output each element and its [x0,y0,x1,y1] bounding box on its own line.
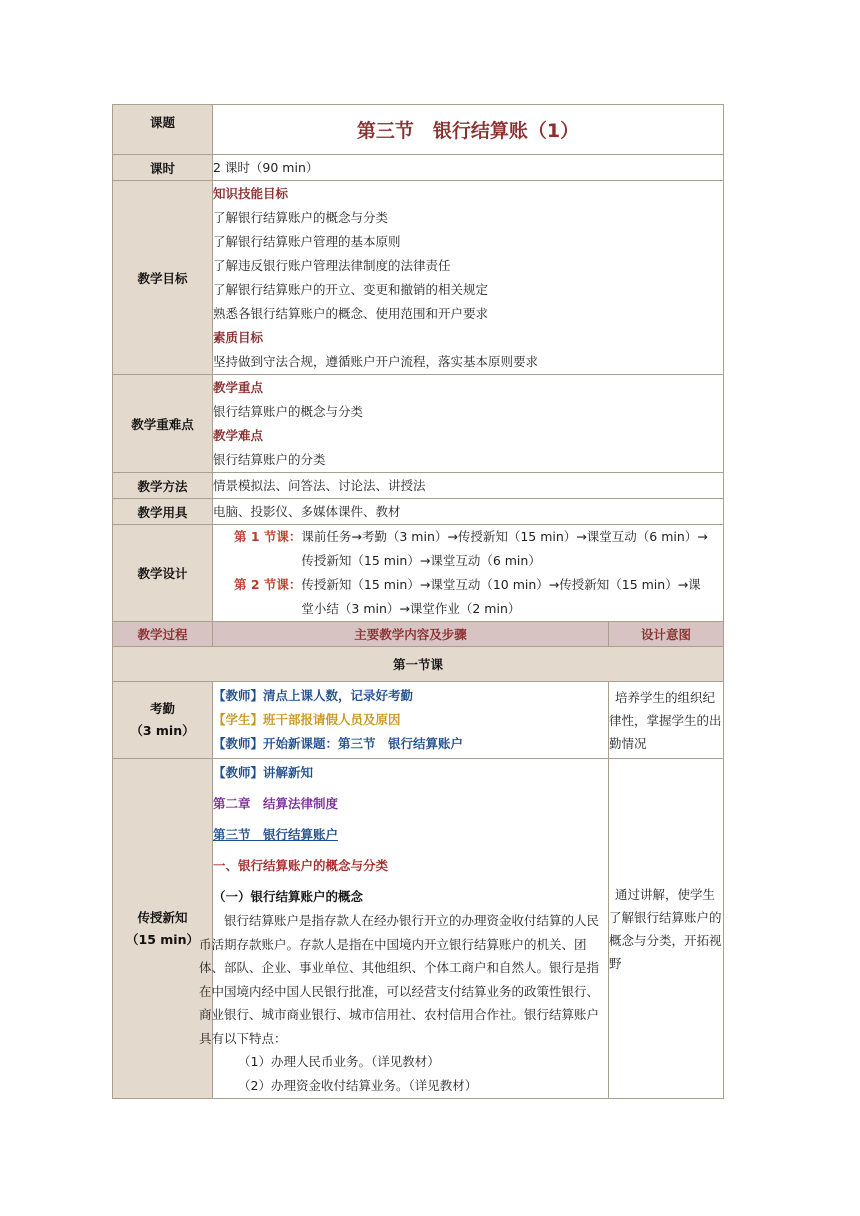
difficulty-item: 银行结算账户的分类 [213,451,326,467]
quality-goal-item: 坚持做到守法合规，遵循账户开户流程，落实基本原则要求 [213,353,539,369]
lesson2-steps-line1: 传授新知（15 min）→课堂互动（10 min）→传授新知（15 min）→课 [301,577,701,592]
goal-item: 了解银行结算账户的开立、变更和撤销的相关规定 [213,281,489,297]
teach-content [199,759,609,1099]
method-label: 教学方法 [113,473,213,499]
lesson2-plan [234,573,719,621]
keypoints-label: 教学重难点 [113,375,213,473]
teach-label: 传授新知 [137,909,188,925]
attendance-time: （3 min） [130,723,195,738]
goal-item: 了解违反银行账户管理法律制度的法律责任 [213,257,451,273]
tools-value: 电脑、投影仪、多媒体课件、教材 [213,499,724,525]
attendance-content [213,682,609,759]
concept-paragraph: 银行结算账户是指存款人在经办银行开立的办理资金收付结算的人民币活期存款账户。存款人是指在中国境内开立银行结算账户的机关、团体、部队、企业、事业单位、其他组织、个体工商户和自然人。银行是指在中国境内经中国人民银行批准，可以经营支付结算业务的政策性银行、商业银行、城市商业银行、城市信用社、农村信用合作社。银行结算账户具有以下特点： [199,913,600,1046]
process-header-row [113,622,724,647]
section-heading-wrap [213,823,608,847]
tools-row [113,499,724,525]
knowledge-goal-heading: 知识技能目标 [213,185,289,201]
teach-row [113,759,724,1099]
lesson-plan-table [112,104,724,1099]
section-row [113,647,724,682]
hours-value: 2 课时（90 min） [213,155,724,181]
section-heading: 第三节 银行结算账户 [213,827,339,842]
lesson1-steps-line2: 传授新知（15 min）→课堂互动（6 min） [301,553,541,568]
tools-label: 教学用具 [113,499,213,525]
design-label: 教学设计 [113,525,213,622]
method-value: 情景模拟法、问答法、讨论法、讲授法 [213,473,724,499]
difficulty-heading: 教学难点 [213,427,264,443]
attendance-teacher-line: 【教师】清点上课人数，记录好考勤 [213,688,414,703]
lesson2-steps [301,573,700,621]
chapter-heading: 第二章 结算法律制度 [213,796,339,811]
teach-teacher-line: 【教师】讲解新知 [213,765,314,780]
hours-label: 课时 [113,155,213,181]
teach-intent [609,759,724,1099]
subtopic-heading: （一）银行结算账户的概念 [213,889,364,904]
attendance-student-line: 【学生】班干部报请假人员及原因 [213,712,401,727]
process-header-col2: 主要教学内容及步骤 [213,622,609,647]
goals-content [213,181,724,375]
attendance-intent-text: 培养学生的组织纪律性，掌握学生的出勤情况 [609,689,722,751]
key-point-item: 银行结算账户的概念与分类 [213,403,364,419]
section-title: 第一节课 [113,647,724,682]
process-header-col3: 设计意图 [609,622,724,647]
topic-row [113,105,724,155]
method-row [113,473,724,499]
attendance-intent [609,682,724,759]
lesson1-steps [301,525,707,573]
goals-row [113,181,724,375]
teach-label-cell [113,759,213,1099]
keypoints-row [113,375,724,473]
feature-item-1: （1）办理人民币业务。（详见教材） [238,1054,440,1069]
goal-item: 了解银行结算账户管理的基本原则 [213,233,401,249]
topic-heading: 一、银行结算账户的概念与分类 [213,858,389,873]
lesson-title: 第三节 银行结算账（1） [213,105,724,155]
lesson2-label: 第 2 节课： [234,577,302,592]
hours-row [113,155,724,181]
teach-time: （15 min） [126,931,199,947]
lesson2-steps-line2: 堂小结（3 min）→课堂作业（2 min） [301,601,521,616]
design-row [113,525,724,622]
feature-item-2: （2）办理资金收付结算业务。（详见教材） [238,1078,478,1093]
key-point-heading: 教学重点 [213,379,264,395]
process-header-col1: 教学过程 [113,622,213,647]
quality-goal-heading: 素质目标 [213,329,264,345]
attendance-label-cell [113,682,213,759]
lesson1-steps-line1: 课前任务→考勤（3 min）→传授新知（15 min）→课堂互动（6 min）→ [301,529,708,544]
topic-label: 课题 [113,105,213,155]
lesson1-plan [234,525,719,573]
attendance-row [113,682,724,759]
keypoints-content [213,375,724,473]
goal-item: 熟悉各银行结算账户的概念、使用范围和开户要求 [213,305,489,321]
attendance-new-topic-line: 【教师】开始新课题：第三节 银行结算账户 [213,736,464,751]
teach-intent-text: 通过讲解，使学生了解银行结算账户的概念与分类，开拓视野 [609,886,722,971]
design-content [213,525,724,622]
lesson1-label: 第 1 节课： [234,529,302,544]
attendance-label: 考勤 [149,701,175,716]
goal-item: 了解银行结算账户的概念与分类 [213,209,389,225]
goals-label: 教学目标 [113,181,213,375]
